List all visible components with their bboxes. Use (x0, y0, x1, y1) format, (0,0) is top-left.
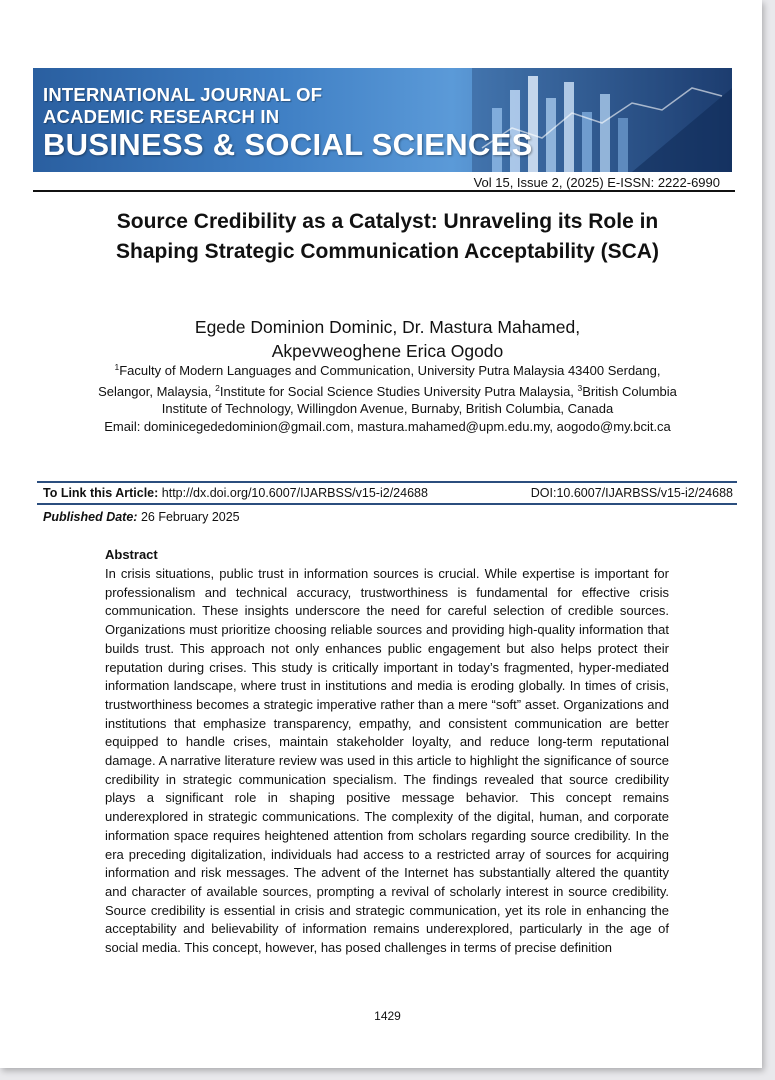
authors-line-2: Akpevweoghene Erica Ogodo (271, 341, 504, 361)
affiliations (95, 359, 680, 435)
article-title: Source Credibility as a Catalyst: Unraveling its Role in Shaping Strategic Communication Acceptability (SCA) (116, 210, 659, 263)
page-number: 1429 (374, 1009, 401, 1023)
journal-name-line1: INTERNATIONAL JOURNAL OF (43, 84, 323, 105)
journal-banner (33, 68, 732, 172)
article-link[interactable]: http://dx.doi.org/10.6007/IJARBSS/v15-i2/24688 (161, 486, 428, 500)
journal-name-line3: BUSINESS & SOCIAL SCIENCES (43, 127, 533, 162)
journal-name-line2: ACADEMIC RESEARCH IN (43, 106, 280, 127)
issue-info: Vol 15, Issue 2, (2025) E-ISSN: 2222-6990 (473, 175, 720, 190)
link-top-rule (37, 481, 737, 483)
affiliation-2: Institute for Social Science Studies University Putra Malaysia, (219, 383, 578, 399)
published-date-row (43, 510, 240, 524)
author-emails: Email: dominicegededominion@gmail.com, mastura.mahamed@upm.edu.my, aogodo@my.bcit.ca (104, 418, 671, 434)
author-list (80, 315, 695, 363)
affil-marker-2: 2 (215, 382, 220, 393)
link-label: To Link this Article: (43, 486, 159, 500)
published-date: 26 February 2025 (140, 510, 240, 524)
affiliation-3: British Columbia Institute of Technology, Willingdon Avenue, Burnaby, British Columbia, Canada (161, 383, 677, 416)
published-label: Published Date: (43, 510, 138, 524)
authors-line-1: Egede Dominion Dominic, Dr. Mastura Mahamed, (194, 317, 581, 337)
affiliation-1: Faculty of Modern Languages and Communication, University Putra Malaysia 43400 Serdang, Selangor, Malaysia, (98, 363, 661, 399)
abstract-heading: Abstract (105, 547, 158, 562)
header-divider (33, 190, 735, 192)
affil-marker-3: 3 (577, 382, 583, 393)
affil-marker-1: 1 (114, 362, 120, 372)
doi-text[interactable]: DOI:10.6007/IJARBSS/v15-i2/24688 (530, 486, 733, 500)
article-link-row (43, 486, 733, 500)
abstract-body: In crisis situations, public trust in information sources is crucial. While expertise is important for professionalism and technical accuracy, trustworthiness is fundamental for effective crisis communication. These insights underscore the need for careful selection of credible sources. Organizations must prioritize choosing reliable sources and providing high-quality information that builds trust. This approach not only enhances public engagement but also helps protect their reputation during crises. This study is critically important in today’s fragmented, hyper-mediated information landscape, where trust in institutions and media is eroding globally. In times of crisis, trustworthiness becomes a strategic imperative rather than a mere “soft” asset. Organizations and institutions that emphasize transparency, empathy, and consistent communication are better equipped to handle crises, maintain stakeholder loyalty, and reduce long-term reputational damage. A narrative literature review was used in this article to highlight the significance of source credibility in strategic communication specialism. The findings revealed that source credibility plays a significant role in shaping positive message behavior. This concept remains underexplored in strategic communications. The complexity of the digital, human, and corporate information space requires heightened attention from scholars regarding source credibility. In the era preceding digitalization, individuals had access to a restricted array of sources for acquiring information and risk messages. The advent of the Internet has substantially altered the quantity and character of available sources, prompting a revival of scholarly interest in source credibility. Source credibility is essential in crisis and strategic communication, yet its role in enhancing the acceptability and believability of information remains underexplored, particularly in the age of social media. This concept, however, has posed challenges in terms of precise definition (105, 566, 669, 956)
link-bottom-rule (37, 503, 737, 505)
